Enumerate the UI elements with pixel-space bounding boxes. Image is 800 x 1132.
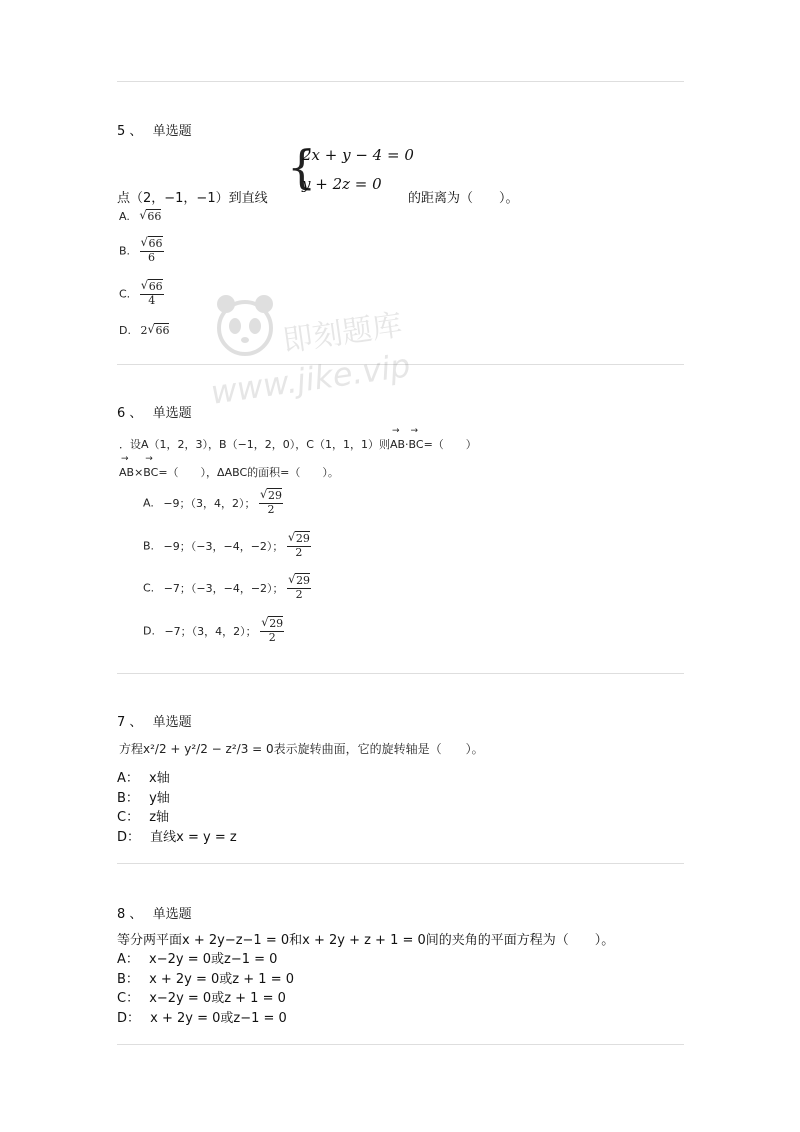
q6-option-a-text: −9；（3，4，2）； <box>163 497 256 511</box>
q6-option-d-area: √ 29 2 <box>261 615 284 644</box>
q7-option-d-text: 直线x = y = z <box>150 830 237 845</box>
q6-cross: × <box>134 466 144 479</box>
q8-stem: 等分两平面x + 2y−z−1 = 0和x + 2y + z + 1 = 0间的夹角的平面方程为（ ）。 <box>117 933 615 948</box>
q7-option-d[interactable] <box>117 826 237 845</box>
q7-option-a[interactable] <box>117 767 170 786</box>
q6-dot: · <box>405 438 409 451</box>
q7-option-c[interactable] <box>117 806 169 825</box>
q8-option-d-label: D： <box>117 1011 141 1026</box>
q6-vector-bc-2: → BC <box>143 466 158 479</box>
q5-option-b[interactable] <box>119 235 164 264</box>
q5-header <box>117 120 192 139</box>
q6-option-d-text: −7；（3，4，2）； <box>164 625 257 639</box>
q7-option-c-text: z轴 <box>149 810 170 825</box>
divider-top <box>117 81 684 82</box>
q6-stem1-post: =（ ） <box>423 438 477 451</box>
q5-stem-post: 的距离为（ ）。 <box>408 191 519 206</box>
q6-vector-ab: → AB <box>390 438 405 451</box>
q5-option-d-label: D. <box>119 324 131 337</box>
q6-vector-ab-2: → AB <box>119 466 134 479</box>
q6-option-d[interactable] <box>143 615 284 644</box>
q7-separator: 、 <box>129 715 143 730</box>
q5-system-brace: { <box>287 140 317 194</box>
q6-stem-line-1 <box>119 436 477 452</box>
q7-header <box>117 711 192 730</box>
q6-option-a-area: √ 29 2 <box>260 487 283 516</box>
q6-option-c-label: C. <box>143 581 155 595</box>
q6-option-c-area: √ 29 2 <box>288 572 311 601</box>
q6-type: 单选题 <box>152 406 192 421</box>
q8-option-a-text: x−2y = 0或z−1 = 0 <box>149 952 278 967</box>
q5-stem-pre: 点（2，−1，−1）到直线 <box>117 191 268 206</box>
q5-option-d-coef: 2 <box>140 324 148 337</box>
q6-option-b[interactable] <box>143 530 311 559</box>
q5-option-d-value: √ 66 <box>147 322 170 337</box>
q8-option-b-label: B： <box>117 972 139 987</box>
q8-option-d[interactable] <box>117 1007 287 1026</box>
q6-option-a-label: A. <box>143 496 154 510</box>
q8-number: 8 <box>117 907 126 922</box>
q6-option-d-label: D. <box>143 624 155 638</box>
q5-number: 5 <box>117 124 126 139</box>
divider-q5-q6 <box>117 364 684 365</box>
divider-q6-q7 <box>117 673 684 674</box>
q8-header <box>117 903 192 922</box>
q7-option-d-label: D： <box>117 830 141 845</box>
q8-option-a[interactable] <box>117 948 277 967</box>
q6-number: 6 <box>117 406 126 421</box>
q5-option-c-value: √ 66 4 <box>140 278 163 307</box>
watermark-brand: 即刻题库 <box>280 307 405 360</box>
q7-option-a-text: x轴 <box>149 771 170 786</box>
q8-type: 单选题 <box>152 907 192 922</box>
q5-separator: 、 <box>129 124 143 139</box>
q6-vector-bc: → BC <box>409 438 424 451</box>
q7-stem: 方程x²/2 + y²/2 − z²/3 = 0表示旋转曲面，它的旋转轴是（ ）。 <box>119 742 484 756</box>
q5-option-b-label: B. <box>119 244 131 258</box>
q5-option-b-value: √ 66 6 <box>140 235 163 264</box>
q6-option-c-text: −7；（−3，−4，−2）； <box>163 582 284 596</box>
q5-option-d[interactable] <box>119 324 169 337</box>
divider-q7-q8 <box>117 863 684 864</box>
q8-option-b-text: x + 2y = 0或z + 1 = 0 <box>149 972 294 987</box>
q5-option-c[interactable] <box>119 278 164 307</box>
q5-equation-2: y + 2z = 0 <box>302 175 382 193</box>
q7-number: 7 <box>117 715 126 730</box>
q5-option-a-label: A. <box>119 210 130 223</box>
q8-option-a-label: A： <box>117 952 139 967</box>
q7-type: 单选题 <box>152 715 192 730</box>
q8-option-c-text: x−2y = 0或z + 1 = 0 <box>149 991 286 1006</box>
q5-equation-1: 2x + y − 4 = 0 <box>302 146 414 164</box>
q6-option-c[interactable] <box>143 572 311 601</box>
q6-stem-line-2 <box>119 464 339 480</box>
q8-option-d-text: x + 2y = 0或z−1 = 0 <box>150 1011 287 1026</box>
q6-option-b-area: √ 29 2 <box>287 530 310 559</box>
q6-option-b-text: −9；（−3，−4，−2）； <box>163 540 284 554</box>
q7-option-b[interactable] <box>117 787 170 806</box>
q5-option-a[interactable] <box>119 210 161 223</box>
q7-option-b-text: y轴 <box>149 791 170 806</box>
q7-option-c-label: C： <box>117 810 140 825</box>
q8-option-c[interactable] <box>117 987 286 1006</box>
panda-logo-icon <box>210 290 280 360</box>
q7-option-b-label: B： <box>117 791 139 806</box>
q7-option-a-label: A： <box>117 771 139 786</box>
q5-type: 单选题 <box>152 124 192 139</box>
q6-option-a[interactable] <box>143 487 283 516</box>
q6-stem1-pre: ．设A（1，2，3），B（−1，2，0），C（1，1，1）则 <box>119 438 390 451</box>
q6-separator: 、 <box>129 406 143 421</box>
q5-option-c-label: C. <box>119 287 131 301</box>
q6-stem2-post: =（ ），ΔABC的面积=（ ）。 <box>158 466 339 479</box>
q5-option-a-value: √ 66 <box>139 208 162 223</box>
q6-header <box>117 402 192 421</box>
divider-bottom <box>117 1044 684 1045</box>
watermark-url: www.jike.vip <box>208 346 413 412</box>
q8-separator: 、 <box>129 907 143 922</box>
q6-option-b-label: B. <box>143 539 155 553</box>
q8-option-b[interactable] <box>117 968 294 987</box>
q8-option-c-label: C： <box>117 991 140 1006</box>
